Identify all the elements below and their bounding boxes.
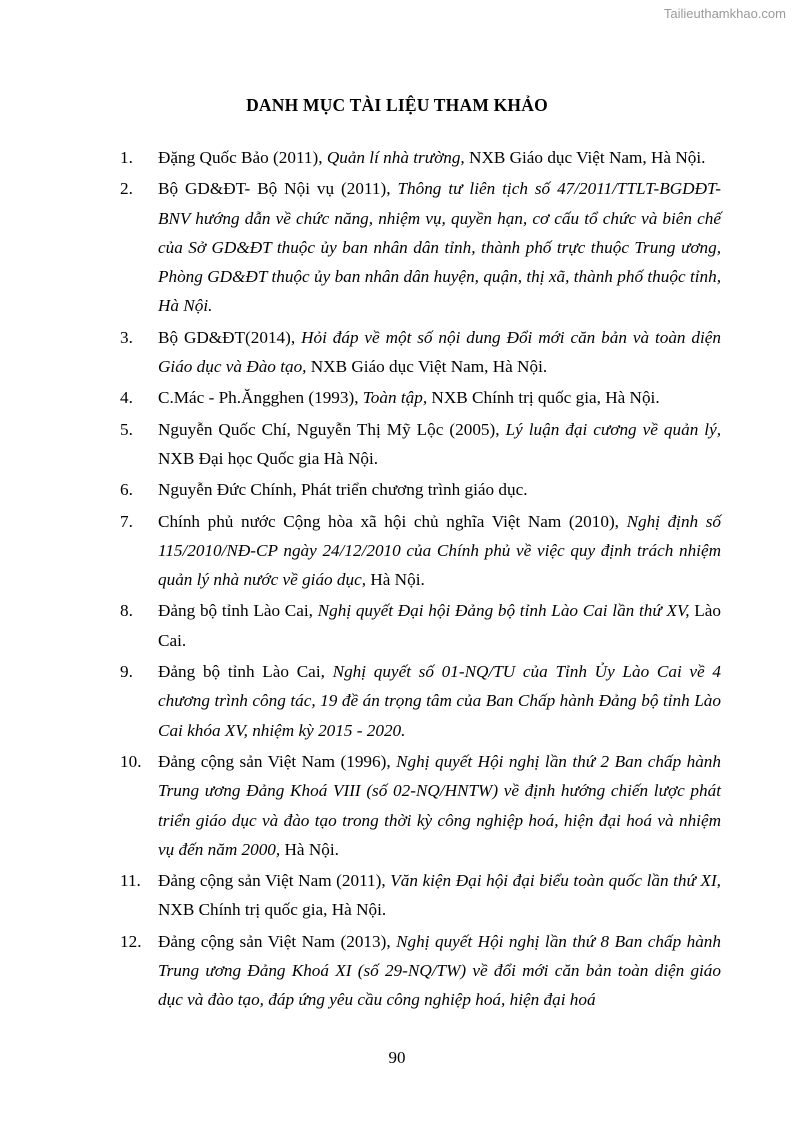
- reference-list: [120, 143, 721, 1017]
- reference-plain-text: C.Mác - Ph.Ăngghen (1993),: [158, 388, 363, 408]
- reference-item: [120, 323, 721, 382]
- reference-item: [120, 596, 721, 655]
- reference-text: [158, 662, 721, 740]
- reference-plain-text-tail: NXB Đại học Quốc gia Hà Nội.: [158, 448, 379, 468]
- watermark: Tailieuthamkhao.com: [663, 6, 786, 21]
- reference-number: 6.: [120, 480, 133, 500]
- reference-plain-text: Nguyễn Quốc Chí, Nguyễn Thị Mỹ Lộc (2005),: [158, 419, 506, 439]
- reference-plain-text: Đảng bộ tỉnh Lào Cai,: [158, 662, 333, 682]
- reference-item: [120, 383, 721, 412]
- reference-italic-title: Toàn tập,: [362, 388, 428, 408]
- reference-item: [120, 866, 721, 925]
- reference-italic-title: Thông tư liên tịch số 47/2011/TTLT-BGDĐT-BNV hướng dẫn về chức năng, nhiệm vụ, quyền hạn, cơ cấu tổ chức và biên chế của Sở GD&ĐT thuộc ủy ban nhân dân tỉnh, thành phố trực thuộc Trung ương, Phòng GD&ĐT thuộc ủy ban nhân dân huyện, quận, thị xã, thành phố thuộc tỉnh, Hà Nội.: [158, 179, 721, 316]
- reference-plain-text: Đảng cộng sản Việt Nam (1996),: [158, 751, 397, 771]
- reference-text: [158, 871, 721, 919]
- page-title: DANH MỤC TÀI LIỆU THAM KHẢO: [246, 95, 548, 115]
- reference-plain-text-tail: NXB Chính trị quốc gia, Hà Nội.: [427, 388, 660, 408]
- reference-plain-text: Đặng Quốc Bảo (2011),: [158, 148, 327, 167]
- reference-italic-title: Nghị quyết số 01-NQ/TU của Tỉnh Ủy Lào Cai về 4 chương trình công tác, 19 đề án trọng tâm của Ban Chấp hành Đảng bộ tỉnh Lào Cai khóa XV, nhiệm kỳ 2015 - 2020.: [158, 662, 721, 740]
- reference-number: 9.: [120, 662, 133, 682]
- reference-number: 1.: [120, 148, 133, 167]
- reference-text: [158, 480, 528, 499]
- page-number: 90: [388, 1048, 406, 1067]
- reference-italic-title: Nghị quyết Đại hội Đảng bộ tỉnh Lào Cai lần thứ XV,: [317, 601, 690, 621]
- reference-text: [158, 932, 721, 1010]
- reference-text: [158, 512, 721, 590]
- reference-plain-text: Bộ GD&ĐT(2014),: [158, 327, 302, 347]
- reference-plain-text-tail: Lào Cai.: [158, 601, 721, 650]
- reference-text: [158, 388, 660, 407]
- reference-text: [158, 420, 721, 468]
- reference-number: 2.: [120, 179, 133, 199]
- reference-italic-title: Lý luận đại cương về quản lý,: [505, 419, 722, 439]
- reference-plain-text: Đảng bộ tỉnh Lào Cai,: [158, 601, 318, 621]
- reference-italic-title: Nghị quyết Hội nghị lần thứ 8 Ban chấp hành Trung ương Đảng Khoá XI (số 29-NQ/TW) về đổi mới căn bản toàn diện giáo dục và đào tạo, đáp ứng yêu cầu công nghiệp hoá, hiện đại hoá: [158, 931, 721, 1010]
- reference-number: 3.: [120, 327, 133, 347]
- reference-item: [120, 927, 721, 1015]
- reference-item: [120, 747, 721, 864]
- reference-number: 10.: [120, 751, 142, 771]
- reference-number: 11.: [120, 871, 141, 891]
- reference-number: 12.: [120, 931, 142, 951]
- reference-plain-text-tail: NXB Giáo dục Việt Nam, Hà Nội.: [306, 357, 548, 377]
- reference-number: 7.: [120, 511, 133, 531]
- reference-italic-title: Quản lí nhà trường,: [326, 148, 465, 167]
- reference-number: 5.: [120, 419, 133, 439]
- reference-italic-title: Văn kiện Đại hội đại biểu toàn quốc lần thứ XI,: [390, 871, 721, 891]
- reference-text: [158, 179, 721, 315]
- reference-text: [158, 148, 705, 167]
- reference-plain-text: Nguyễn Đức Chính, Phát triển chương trình giáo dục.: [158, 480, 528, 500]
- reference-text: [158, 328, 721, 376]
- reference-item: [120, 143, 721, 172]
- reference-plain-text: Đảng cộng sản Việt Nam (2011),: [158, 871, 391, 891]
- reference-number: 8.: [120, 601, 133, 621]
- reference-plain-text-tail: Hà Nội.: [280, 839, 339, 859]
- reference-plain-text-tail: NXB Giáo dục Việt Nam, Hà Nội.: [464, 148, 706, 167]
- reference-item: [120, 174, 721, 320]
- reference-italic-title: Nghị quyết Hội nghị lần thứ 2 Ban chấp hành Trung ương Đảng Khoá VIII (số 02-NQ/HNTW) về định hướng chiến lược phát triển giáo dục và đào tạo trong thời kỳ công nghiệp hoá, hiện đại hoá và nhiệm vụ đến năm 2000,: [158, 751, 721, 859]
- reference-plain-text: Đảng cộng sản Việt Nam (2013),: [158, 931, 397, 951]
- reference-number: 4.: [120, 388, 133, 408]
- reference-text: [158, 752, 721, 859]
- reference-item: [120, 475, 721, 504]
- reference-italic-title: Hỏi đáp về một số nội dung Đổi mới căn bản và toàn diện Giáo dục và Đào tạo,: [158, 327, 721, 377]
- reference-item: [120, 507, 721, 595]
- reference-plain-text-tail: NXB Chính trị quốc gia, Hà Nội.: [158, 900, 387, 920]
- reference-italic-title: Nghị định số 115/2010/NĐ-CP ngày 24/12/2010 của Chính phủ về việc quy định trách nhiệm quản lý nhà nước về giáo dục,: [158, 511, 722, 590]
- reference-plain-text: Chính phủ nước Cộng hòa xã hội chủ nghĩa Việt Nam (2010),: [158, 511, 627, 531]
- reference-plain-text: Bộ GD&ĐT- Bộ Nội vụ (2011),: [158, 179, 398, 199]
- reference-item: [120, 657, 721, 745]
- reference-item: [120, 415, 721, 474]
- reference-text: [158, 601, 721, 649]
- reference-plain-text-tail: Hà Nội.: [366, 570, 425, 590]
